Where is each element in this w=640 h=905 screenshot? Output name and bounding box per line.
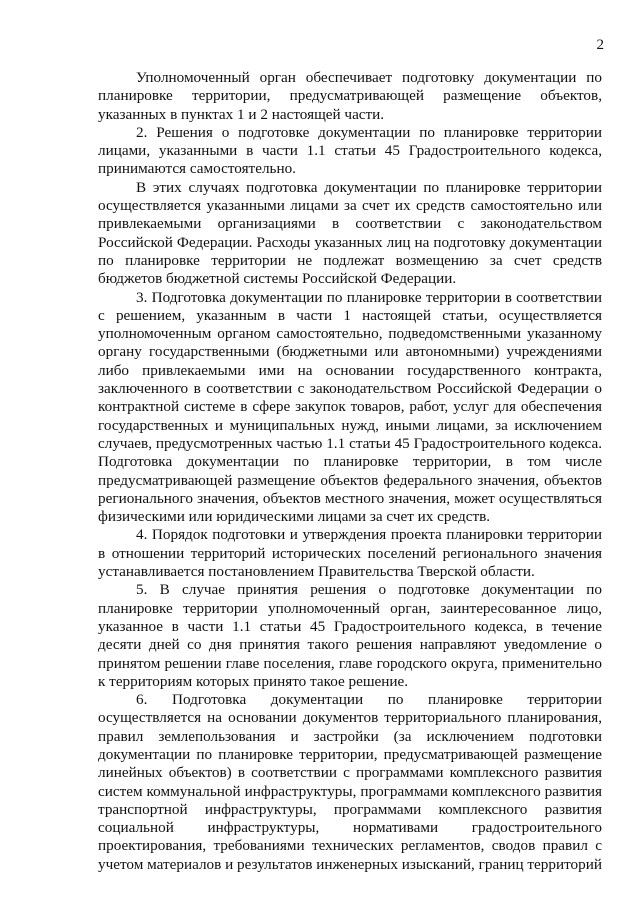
paragraph-intro: Уполномоченный орган обеспечивает подготовку документации по планировке территории, предусматривающей размещение объектов, указанных в пунктах 1 и 2 настоящей части. — [98, 69, 602, 123]
paragraph-2-cases: В этих случаях подготовка документации по планировке территории осуществляется указанными лицами за счет их средств самостоятельно или привлекаемыми организациями в соответствии с законодательством Российской Федерации. Расходы указанных лиц на подготовку документации по планировке территории не подлежат возмещению за счет средств бюджетов бюджетной системы Российской Федерации. — [98, 178, 602, 288]
paragraph-5: 5. В случае принятия решения о подготовке документации по планировке территории уполномоченный орган, заинтересованное лицо, указанное в части 1.1 статьи 45 Градостроительного кодекса, в течение десяти дней со дня принятия такого решения направляют уведомление о принятом решении главе поселения, главе городского округа, применительно к территориям которых принято такое решение. — [98, 581, 602, 690]
document-body — [98, 69, 602, 874]
page-number: 2 — [596, 37, 604, 53]
paragraph-6: 6. Подготовка документации по планировке территории осуществляется на основании документов территориального планирования, правил землепользования и застройки (за исключением подготовки документации по планировке территории, предусматривающей размещение линейных объектов) в соответствии с программами комплексного развития систем коммунальной инфраструктуры, программами комплексного развития транспортной инфраструктуры, программами комплексного развития социальной инфраструктуры, нормативами градостроительного проектирования, требованиями технических регламентов, сводов правил с учетом материалов и результатов инженерных изысканий, границ территорий — [98, 691, 602, 873]
paragraph-4: 4. Порядок подготовки и утверждения проекта планировки территории в отношении территорий исторических поселений регионального значения устанавливается постановлением Правительства Тверской области. — [98, 526, 602, 581]
paragraph-2: 2. Решения о подготовке документации по планировке территории лицами, указанными в части 1.1 статьи 45 Градостроительного кодекса, принимаются самостоятельно. — [98, 123, 602, 178]
paragraph-3: 3. Подготовка документации по планировке территории в соответствии с решением, указанным в части 1 настоящей статьи, осуществляется уполномоченным органом самостоятельно, подведомственными указанному органу государственными (бюджетными или автономными) учреждениями либо привлекаемыми ими на основании государственного контракта, заключенного в соответствии с законодательством Российской Федерации о контрактной системе в сфере закупок товаров, работ, услуг для обеспечения государственных и муниципальных нужд, иными лицами, за исключением случаев, предусмотренных частью 1.1 статьи 45 Градостроительного кодекса. Подготовка документации по планировке территории, в том числе предусматривающей размещение объектов федерального значения, объектов регионального значения, объектов местного значения, может осуществляться физическими или юридическими лицами за счет их средств. — [98, 288, 602, 526]
